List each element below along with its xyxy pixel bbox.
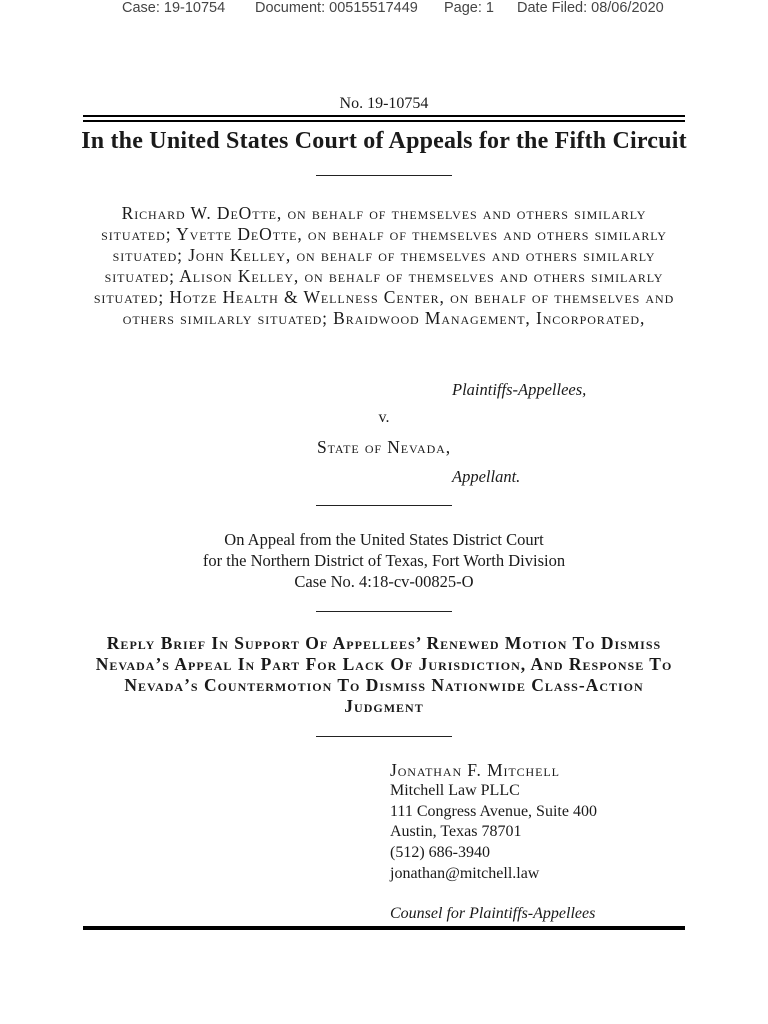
counsel-address-line-1: 111 Congress Avenue, Suite 400 bbox=[390, 802, 597, 820]
defendant-role: Appellant. bbox=[452, 467, 521, 486]
counsel-block bbox=[390, 760, 690, 885]
counsel-email: jonathan@mitchell.law bbox=[390, 864, 540, 882]
brief-title: Reply Brief In Support Of Appellees’ Renewed Motion To Dismiss Nevada’s Appeal In Part For Lack Of Jurisdiction, And Response To Nevada’s Countermotion To Dismiss Nationwide Class-Action Judgment bbox=[95, 633, 673, 716]
counsel-phone: (512) 686-3940 bbox=[390, 844, 490, 862]
defendant-name: State of Nevada, bbox=[316, 437, 452, 457]
appeal-line-2: for the Northern District of Texas, Fort Worth Division bbox=[202, 551, 566, 570]
appeal-info bbox=[0, 529, 768, 592]
counsel-firm: Mitchell Law PLLC bbox=[390, 781, 520, 799]
header-date-filed: Date Filed: 08/06/2020 bbox=[517, 0, 664, 16]
counsel-role: Counsel for Plaintiffs-Appellees bbox=[390, 905, 596, 922]
docket-number: No. 19-10754 bbox=[339, 95, 429, 112]
appeal-line-1: On Appeal from the United States District Court bbox=[224, 530, 544, 549]
header-page-number: Page: 1 bbox=[444, 0, 494, 16]
court-name: In the United States Court of Appeals for the Fifth Circuit bbox=[81, 128, 687, 154]
top-rule-thin bbox=[83, 115, 685, 117]
plaintiffs-list: Richard W. DeOtte, on behalf of themselves and others similarly situated; Yvette DeOtte, on behalf of themselves and others similarly situated; John Kelley, on behalf of themselves and others similarly situated; Alison Kelley, on behalf of themselves and others similarly situated; Hotze Health & Wellness Center, on behalf of themselves and others similarly situated; Braidwood Management, Incorporated, bbox=[93, 203, 675, 328]
header-document-number: Document: 00515517449 bbox=[255, 0, 418, 16]
counsel-address-line-2: Austin, Texas 78701 bbox=[390, 823, 522, 841]
separator-line bbox=[316, 175, 452, 176]
top-rule-thin-2 bbox=[83, 120, 685, 122]
separator-line bbox=[316, 505, 452, 506]
filing-header bbox=[0, 0, 768, 18]
plaintiffs-role: Plaintiffs-Appellees, bbox=[452, 380, 587, 399]
versus: v. bbox=[378, 409, 390, 426]
counsel-name: Jonathan F. Mitchell bbox=[390, 760, 560, 780]
bottom-rule bbox=[83, 926, 685, 930]
header-case-number: Case: 19-10754 bbox=[122, 0, 226, 16]
separator-line bbox=[316, 736, 452, 737]
separator-line bbox=[316, 611, 452, 612]
appeal-line-3: Case No. 4:18-cv-00825-O bbox=[294, 572, 474, 591]
